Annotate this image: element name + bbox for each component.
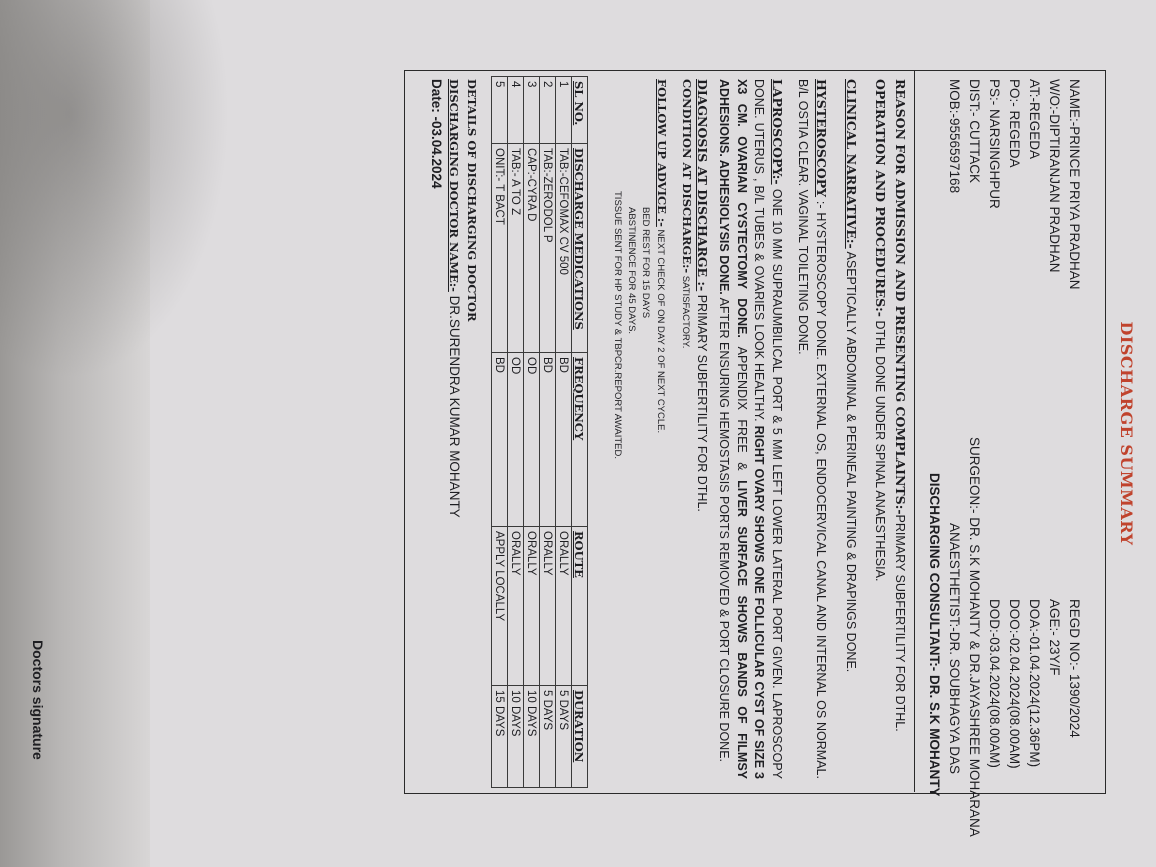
followup-line-1: NEXT CHECK OF ON DAY 2 OF NEXT CYCLE. bbox=[655, 226, 666, 434]
cell-duration: 10 DAYS bbox=[508, 686, 524, 788]
laparoscopy-text-2: APPENDIX FREE & bbox=[735, 337, 749, 481]
cell-sl-no: 5 bbox=[492, 77, 508, 144]
cell-sl-no: 2 bbox=[540, 77, 556, 144]
diagnosis-text: PRIMARY SUBFERTILITY FOR DTHL. bbox=[695, 291, 709, 512]
table-row bbox=[524, 77, 540, 788]
discharge-date: Date: -03.04.2024 bbox=[429, 79, 444, 189]
cell-frequency: BD bbox=[556, 353, 572, 527]
operation-section bbox=[871, 79, 890, 779]
admission-details bbox=[924, 435, 1084, 837]
reason-label: REASON FOR ADMISSION AND PRESENTING COMPLAINTS:- bbox=[893, 79, 908, 515]
header-frequency: FREQUENCY bbox=[572, 353, 588, 527]
followup-label: FOLLOW UP ADVICE :- bbox=[655, 79, 669, 227]
doo: DOO:-02.04.2024(08.00AM) bbox=[1007, 599, 1022, 769]
cell-sl-no: 3 bbox=[524, 77, 540, 144]
header-route: ROUTE bbox=[572, 527, 588, 686]
laparoscopy-bold-1: RIGHT OVARY SHOWS ONE FOLLICULAR CYST OF SIZE 3 X3 CM. OVARIAN CYSTECTOMY DONE. bbox=[735, 79, 767, 780]
medications-table bbox=[491, 76, 588, 788]
cell-route: ORALLY bbox=[508, 527, 524, 686]
cell-duration: 5 DAYS bbox=[556, 686, 572, 788]
header-duration: DURATION bbox=[572, 686, 588, 788]
patient-dist: DIST:- CUTTACK bbox=[967, 79, 982, 183]
cell-medication: CAP:-CYRA D bbox=[524, 144, 540, 353]
clinical-text: ASEPTICALLY ABDOMINAL & PERINEAL PAINTING & DRAPINGS DONE. bbox=[844, 248, 858, 673]
diagnosis-section bbox=[693, 79, 712, 779]
cell-route: APPLY LOCALLY bbox=[492, 527, 508, 686]
cell-medication: TAB:-ZERODOL P bbox=[540, 144, 556, 353]
diagnosis-label: DIAGNOSIS AT DISCHARGE :- bbox=[695, 79, 710, 292]
cell-sl-no: 4 bbox=[508, 77, 524, 144]
followup-section bbox=[611, 79, 671, 779]
laparoscopy-section bbox=[715, 79, 786, 779]
cell-medication: ONIT:- T BACT bbox=[492, 144, 508, 353]
cell-sl-no: 1 bbox=[556, 77, 572, 144]
hysteroscopy-text: :- HYSTEROSCOPY DONE. EXTERNAL OS, ENDOCERVICAL CANAL AND INTERNAL OS NORMAL. B/L OSTIA CLEAR. VAGINAL TOILETING DONE. bbox=[796, 79, 828, 779]
laparoscopy-text-1: ONE 10 MM SUPRAUMBILICAL PORT & 5 MM LEFT LOWER LATERAL PORT GIVEN. LAPROSCOPY DONE. UTERUS , B/L TUBES & OVARIES LOOK HEALTHY. bbox=[752, 79, 784, 779]
cell-frequency: BD bbox=[492, 353, 508, 527]
patient-wo: W/O:-DIPTIRANJAN PRADHAN bbox=[1047, 79, 1062, 273]
table-row bbox=[540, 77, 556, 788]
cell-duration: 5 DAYS bbox=[540, 686, 556, 788]
reason-section bbox=[891, 79, 910, 779]
laparoscopy-label: LAPROSCOPY:- bbox=[770, 79, 785, 185]
clinical-label: CLINICAL NARRATIVE:- bbox=[844, 79, 859, 249]
medications-header-row bbox=[572, 77, 588, 788]
discharging-consultant: DISCHARGING CONSULTANT:- DR. S.K MOHANTY bbox=[927, 473, 942, 797]
doctor-details-heading: DETAILS OF DISCHARGING DOCTOR bbox=[465, 79, 479, 322]
patient-ps: PS:- NARSINGHPUR bbox=[987, 79, 1002, 209]
condition-label: CONDITION AT DISCHARGE:- bbox=[680, 79, 694, 274]
document-title: DISCHARGE SUMMARY bbox=[1117, 321, 1136, 546]
cell-frequency: OD bbox=[524, 353, 540, 527]
followup-line-4: TISSUE SENT FOR HP STUDY & TBPCR.REPORT AWAITED. bbox=[612, 191, 624, 459]
cell-duration: 10 DAYS bbox=[524, 686, 540, 788]
table-row bbox=[556, 77, 572, 788]
doa: DOA:-01.04.2024(12.36PM) bbox=[1027, 599, 1042, 768]
condition-section bbox=[678, 79, 696, 779]
cell-frequency: OD bbox=[508, 353, 524, 527]
laparoscopy-text-3: AFTER ENSURING HEMOSTASIS PORTS REMOVED & PORT CLOSURE DONE. bbox=[717, 294, 732, 763]
surgeon: SURGEON:- DR. S.K MOHANTY & DR.JAYASHREE MOHARANA bbox=[967, 437, 982, 837]
table-row bbox=[492, 77, 508, 788]
cell-route: ORALLY bbox=[524, 527, 540, 686]
header-medication: DISCHARGE MEDICATIONS bbox=[572, 144, 588, 353]
patient-at: AT:-REGEDA bbox=[1027, 79, 1042, 160]
cell-frequency: BD bbox=[540, 353, 556, 527]
dod: DOD:-03.04.2024(08.00AM) bbox=[987, 599, 1002, 768]
divider bbox=[914, 70, 915, 792]
followup-line-3: ABSTINENCE FOR 45 DAYS. bbox=[626, 207, 638, 335]
header-sl-no: SL NO. bbox=[572, 77, 588, 144]
doctor-label: DISCHARGING DOCTOR NAME:- bbox=[447, 79, 461, 292]
patient-name: NAME:-PRINCE PRIYA PRADHAN bbox=[1067, 79, 1082, 290]
reason-text: PRIMARY SUBFERTILITY FOR DTHL. bbox=[893, 514, 907, 732]
laparoscopy-bold-2: LIVER SURFACE SHOWS BANDS OF FILMSY ADHESIONS. ADHESIOLYSIS DONE. bbox=[717, 79, 749, 780]
patient-details bbox=[944, 79, 1084, 290]
hysteroscopy-section bbox=[794, 79, 830, 779]
cell-route: ORALLY bbox=[556, 527, 572, 686]
cell-duration: 15 DAYS bbox=[492, 686, 508, 788]
doctor-details bbox=[427, 79, 481, 779]
operation-label: OPERATION AND PROCEDURES:- bbox=[873, 79, 888, 317]
cell-medication: TAB:-CEFOMAX CV 500 bbox=[556, 144, 572, 353]
followup-line-2: BED REST FOR 15 DAYS bbox=[640, 207, 652, 319]
anaesthetist: ANAESTHETIST:-DR. SOUBHAGYA DAS bbox=[947, 523, 962, 775]
clinical-section bbox=[842, 79, 861, 779]
patient-mob: MOB:-9556597168 bbox=[947, 79, 962, 194]
cell-medication: TAB:- A TO Z bbox=[508, 144, 524, 353]
hysteroscopy-label: HYSTEROSCOPY bbox=[814, 79, 829, 198]
table-row bbox=[508, 77, 524, 788]
cell-route: ORALLY bbox=[540, 527, 556, 686]
age: AGE:- 23Y/F bbox=[1047, 599, 1062, 676]
patient-po: PO:- REGEDA bbox=[1007, 79, 1022, 168]
regd-no: REGD NO:- 1390/2024 bbox=[1067, 599, 1082, 738]
condition-text: SATISFACTORY. bbox=[680, 273, 691, 349]
doctor-name: DR.SURENDRA KUMAR MOHANTY bbox=[447, 291, 462, 518]
doctors-signature-label: Doctors signature bbox=[30, 640, 46, 760]
operation-text: DTHL DONE UNDER SPINAL ANAESTHESIA. bbox=[873, 317, 887, 582]
